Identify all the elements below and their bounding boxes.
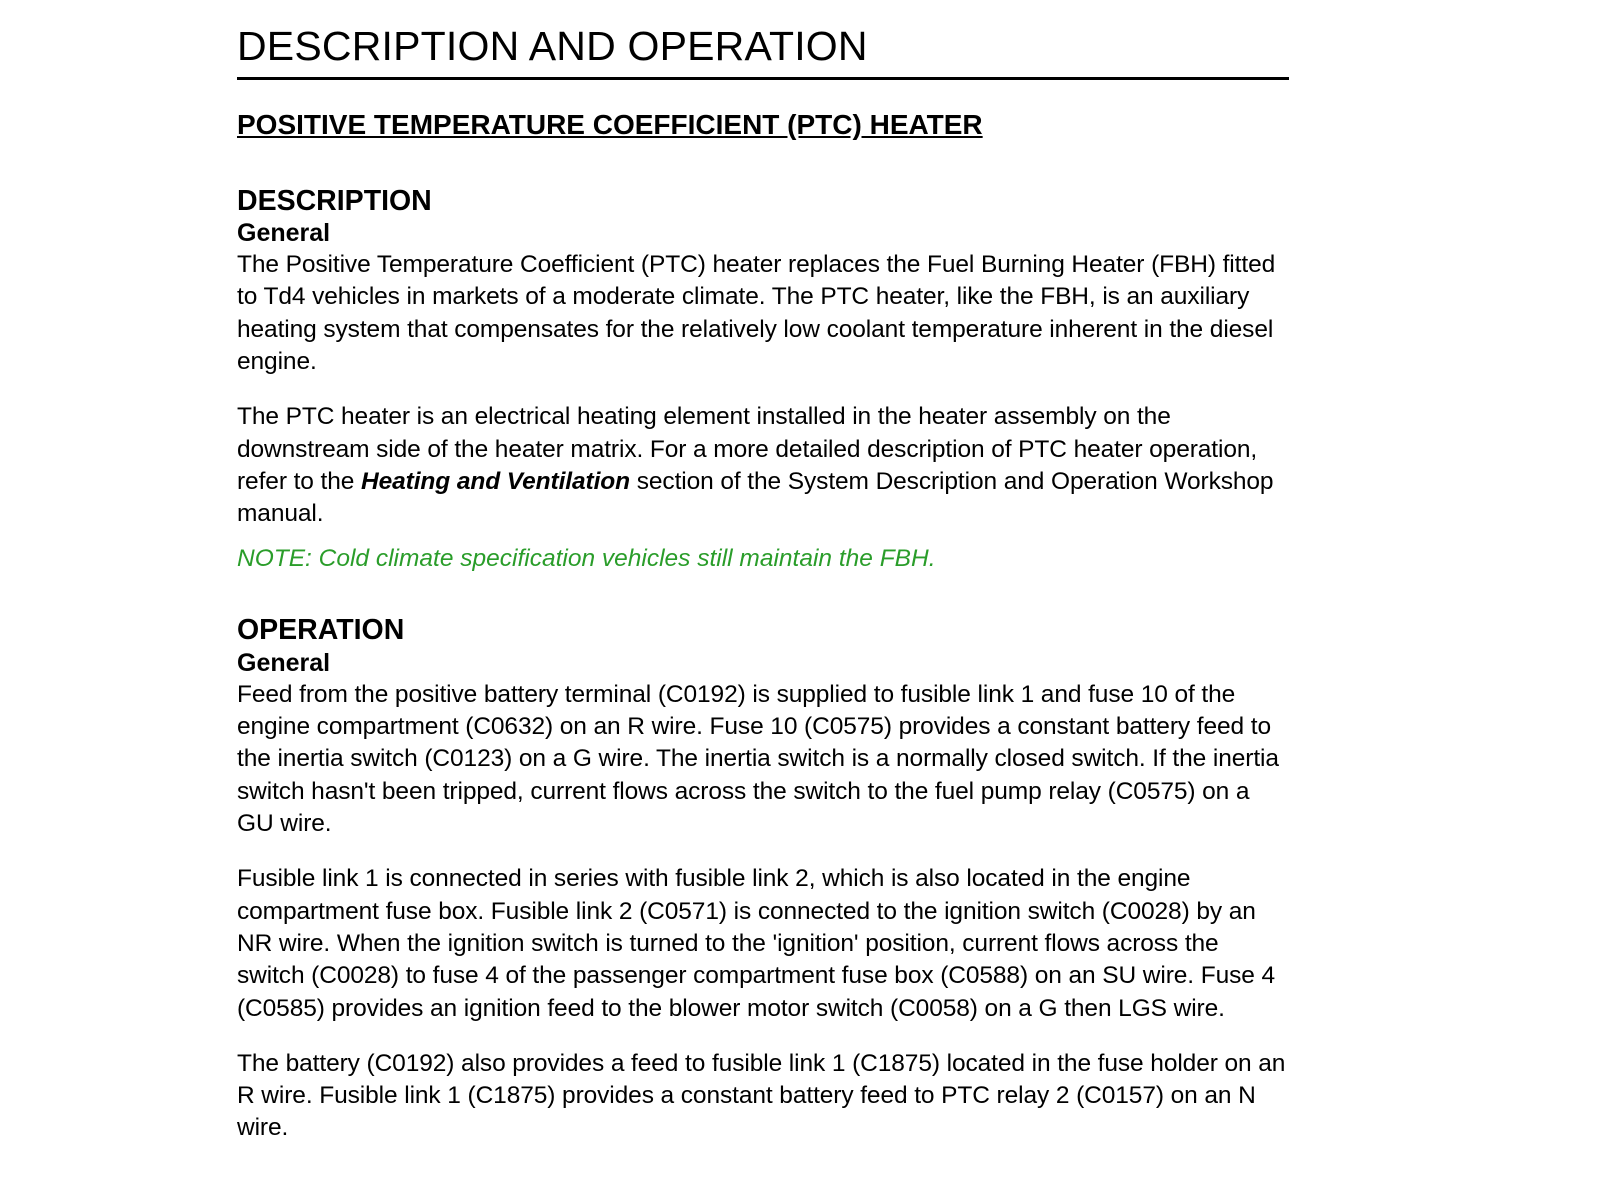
description-subheading: General [237,218,331,247]
description-paragraph-2-text-b: section of the System Description and Operation Workshop manual. [237,467,1274,528]
description-paragraph-2-text-a: The PTC heater is an electrical heating element installed in the heater assembly on the downstream side of the heater matrix. For a more detailed description of PTC heater operation, refer to the [237,403,1258,495]
document-page [237,0,1289,1145]
description-section [237,184,1289,576]
operation-subheading: General [237,648,331,677]
operation-paragraph-2: Fusible link 1 is connected in series with fusible link 2, which is also located in the engine compartment fuse box. Fusible link 2 (C0571) is connected to the ignition switch (C0028) by an NR wire. When the ignition switch is turned to the 'ignition' position, current flows across the switch (C0028) to fuse 4 of the passenger compartment fuse box (C0588) on an SU wire. Fuse 4 (C0585) provides an ignition feed to the blower motor switch (C0058) on a G then LGS wire. [237,865,1276,1022]
page-header-title: DESCRIPTION AND OPERATION [237,0,1289,80]
description-paragraph-2 [237,401,1289,530]
description-heading: DESCRIPTION [237,184,432,217]
heating-ventilation-reference: Heating and Ventilation [361,467,631,495]
operation-section [237,613,1289,1144]
operation-paragraph-3: The battery (C0192) also provides a feed to fusible link 1 (C1875) located in the fuse holder on an R wire. Fusible link 1 (C1875) provides a constant battery feed to PTC relay 2 (C0157) on an N wire. [237,1049,1286,1142]
description-paragraph-1: The Positive Temperature Coefficient (PTC) heater replaces the Fuel Burning Heater (FBH) fitted to Td4 vehicles in markets of a moderate climate. The PTC heater, like the FBH, is an auxiliary heating system that compensates for the relatively low coolant temperature inherent in the diesel engine. [237,251,1276,375]
note-text: NOTE: Cold climate specification vehicles still maintain the FBH. [237,545,936,573]
section-title: POSITIVE TEMPERATURE COEFFICIENT (PTC) HEATER [237,109,983,140]
operation-paragraph-1: Feed from the positive battery terminal (C0192) is supplied to fusible link 1 and fuse 10 of the engine compartment (C0632) on an R wire. Fuse 10 (C0575) provides a constant battery feed to the inertia switch (C0123) on a G wire. The inertia switch is a normally closed switch. If the inertia switch hasn't been tripped, current flows across the switch to the fuel pump relay (C0575) on a GU wire. [237,680,1279,838]
operation-heading: OPERATION [237,614,405,647]
